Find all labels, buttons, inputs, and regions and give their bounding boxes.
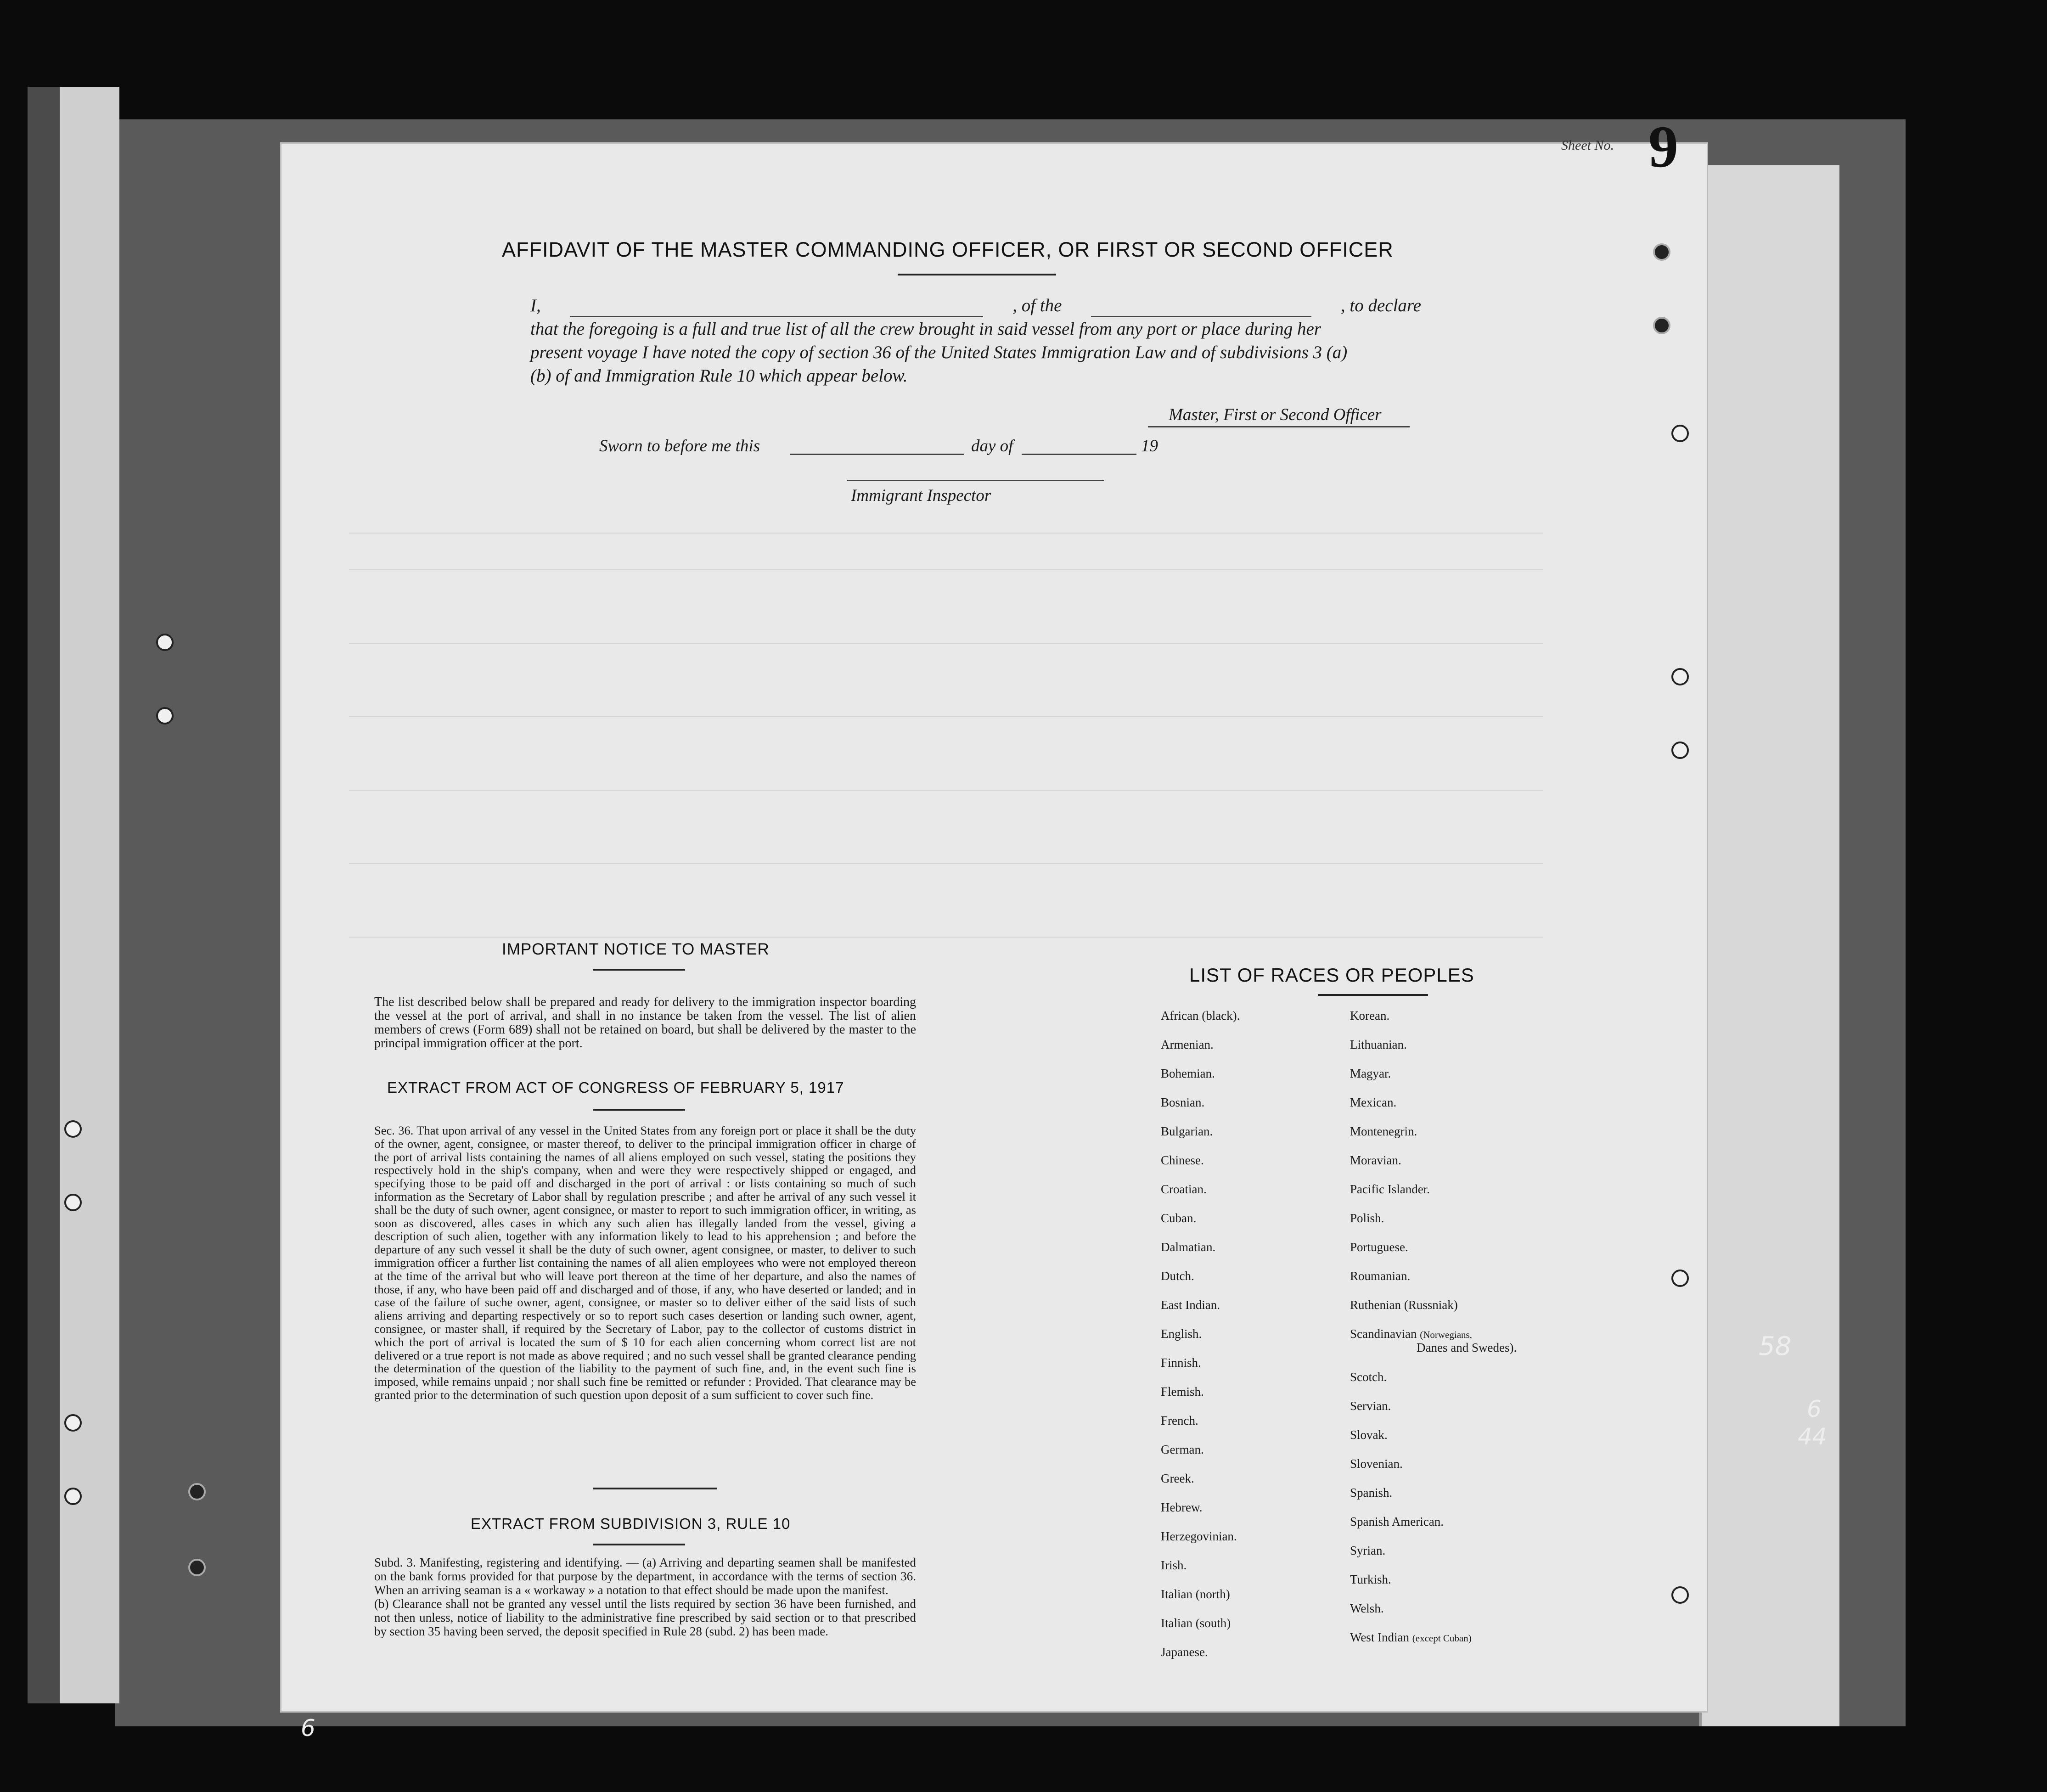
rule-divider [593,1488,717,1489]
race-name: Scandinavian [1350,1327,1417,1341]
race-item: Ruthenian (Russniak) [1350,1298,1458,1312]
act-underline [593,1109,685,1111]
race-item: Italian (north) [1161,1587,1230,1601]
rule-subd-a: Subd. 3. Manifesting, registering and identifying. — (a) Arriving and departing seamen shall be manifested on the bank forms provided for that purpose by the department, in accordance with the terms of section 36. When an arriving seaman is a « workaway » a notation to that effect should be made upon the manifest. [374,1556,916,1597]
sheet-number: 9 [1648,114,1678,180]
affidavit-of-the: , of the [1012,296,1062,315]
race-item: Scotch. [1350,1370,1387,1384]
race-item: Slovenian. [1350,1457,1403,1471]
affidavit-to-declare: , to declare [1340,296,1421,315]
rule-body [374,1556,916,1638]
race-item: Mexican. [1350,1095,1397,1109]
race-item: English. [1161,1327,1202,1341]
race-item: Polish. [1350,1211,1384,1225]
show-through-line [349,790,1543,791]
race-item: Greek. [1161,1472,1194,1485]
race-item: Bohemian. [1161,1067,1215,1080]
race-item: Irish. [1161,1558,1187,1572]
sworn-label: Sworn to before me this [599,437,760,455]
show-through-line [349,643,1543,644]
punch-hole [188,1559,206,1576]
vessel-blank [1091,294,1311,317]
punch-hole [1671,1270,1689,1287]
show-through-line [349,937,1543,938]
race-item: Cuban. [1161,1211,1197,1225]
punch-hole [1671,425,1689,442]
race-item: Bosnian. [1161,1095,1205,1109]
master-label: Master, First or Second Officer [1169,405,1382,424]
affidavit-line-2: that the foregoing is a full and true list of all the crew brought in said vessel from any port or place during her [530,319,1322,339]
act-title: EXTRACT FROM ACT OF CONGRESS OF FEBRUARY 5, 1917 [387,1079,844,1096]
race-note: Danes and Swedes). [1417,1341,1517,1354]
race-item: Croatian. [1161,1182,1207,1196]
race-item: French. [1161,1414,1198,1427]
races-underline [1318,994,1428,996]
binder-page-edges [60,87,119,1703]
race-item: Armenian. [1161,1038,1214,1051]
race-name: West Indian [1350,1630,1410,1644]
race-item: Magyar. [1350,1067,1391,1080]
punch-hole [1671,668,1689,685]
race-item: African (black). [1161,1009,1240,1022]
punch-hole [156,634,174,651]
handwritten-note: 58 [1759,1331,1792,1361]
race-item: Turkish. [1350,1573,1391,1586]
affidavit-text [530,294,1421,388]
show-through-line [349,716,1543,717]
punch-hole [188,1483,206,1500]
rule-title: EXTRACT FROM SUBDIVISION 3, RULE 10 [471,1515,791,1532]
notice-title: IMPORTANT NOTICE TO MASTER [502,940,770,958]
notice-underline [593,969,685,971]
race-item: Hebrew. [1161,1500,1203,1514]
day-of-label: day of [971,437,1013,455]
year-label: 19 [1141,437,1158,455]
affidavit-title: AFFIDAVIT OF THE MASTER COMMANDING OFFICER, OR FIRST OR SECOND OFFICER [502,238,1394,261]
race-item: Chinese. [1161,1153,1204,1167]
affidavit-i: I, [530,296,541,315]
race-item: German. [1161,1443,1204,1456]
race-item: Bulgarian. [1161,1124,1213,1138]
race-item [1350,1630,1472,1645]
month-blank [1022,454,1136,455]
act-body: Sec. 36. That upon arrival of any vessel in the United States from any foreign port or place it shall be the duty of the owner, agent, consignee, or master thereof, to deliver to the principal immigration officer in charge of the port of arrival lists containing the names of all aliens employed on such vessel, stating the positions they respectively hold in the ship's company, when and were they were respectively shipped or engaged, and specifying those to be paid off and discharged in the port of arrival : or lists containing so much of such information as the Secretary of Labor shall by regulation prescribe ; and after he arrival of any such vessel it shall be the duty of such owner, agent consignee, or master to report to such immigration officer, in writing, as soon as discovered, alles cases in which any such alien has illegally landed from the vessel, giving a description of such alien, together with any information likely to lead to his apprehension ; and before the departure of any such vessel it shall be the duty of such owner, agent consignee, or master, to deliver to such immigration officer a further list containing the names of all alien employees who were not employed thereon at the time of the arrival but who will leave port thereon at the time of her departure, and also the names of those, if any, who have been paid off and discharged and of those, if any, who have deserted or landed; and in case of the failure of suche owner, agent, consignee, or master so to deliver either of the said lists of such aliens arriving and departing respectively or so to report such cases desertion or landing such owner, agent, consignee, or master shall, if required by the Secretary of Labor, pay to the collector of customs district in which the port of arrival is located the sum of $ 10 for each alien concerning whom correct list are not delivered or a true report is not made as above required ; and no such vessel shall be granted clearance pending the determination of the question of the liability to the payment of such fine, and, in the event such fine is imposed, while remains unpaid ; nor shall such fine be remitted or refunder : Provided. That clearance may be granted prior to the determination of such question upon deposit of a sum sufficient to cover such fine. [374,1124,916,1402]
races-title: LIST OF RACES OR PEOPLES [1189,964,1474,986]
handwritten-note: 6 [301,1715,315,1741]
affidavit-line-4: (b) of and Immigration Rule 10 which appear below. [530,366,908,386]
rule-subd-b: (b) Clearance shall not be granted any vessel until the lists required by section 36 have been furnished, and not then unless, notice of liability to the administrative fine prescribed by said section or to that prescribed by section 35 having been served, the deposit specified in Rule 28 (subd. 2) has been made. [374,1597,916,1638]
punch-hole [1653,317,1670,334]
show-through-line [349,863,1543,864]
race-item [1350,1327,1472,1341]
sheet-label: Sheet No. [1561,138,1614,153]
race-item: Roumanian. [1350,1269,1411,1283]
title-underline [898,274,1056,275]
race-item: Servian. [1350,1399,1391,1413]
race-item: Dalmatian. [1161,1240,1216,1254]
notice-body: The list described below shall be prepared and ready for delivery to the immigration inspector boarding the vessel at the port of arrival, and shall in no instance be taken from the vessel. The list of alien members of crews (Form 689) shall not be retained on board, but shall be delivered by the master to the principal immigration officer at the port. [374,995,916,1050]
race-item: Moravian. [1350,1153,1401,1167]
race-note: (Norwegians, [1420,1329,1472,1340]
handwritten-note: 6 [1807,1396,1822,1422]
race-item: Syrian. [1350,1544,1386,1557]
race-item: Dutch. [1161,1269,1194,1283]
race-note: (except Cuban) [1412,1633,1472,1644]
punch-hole [64,1488,82,1505]
punch-hole [156,707,174,725]
handwritten-note: 44 [1798,1423,1827,1450]
name-blank [570,294,983,317]
race-item: Spanish. [1350,1486,1393,1500]
punch-hole [64,1120,82,1138]
punch-hole [1671,1586,1689,1604]
rule-underline [593,1544,685,1545]
punch-hole [64,1414,82,1432]
race-item: Montenegrin. [1350,1124,1417,1138]
race-item: Welsh. [1350,1601,1384,1615]
show-through-line [349,533,1543,534]
punch-hole [1671,742,1689,759]
race-item: Japanese. [1161,1645,1208,1659]
affidavit-line-3: present voyage I have noted the copy of section 36 of the United States Immigration Law and of subdivisions 3 (a) [530,343,1348,362]
race-item: Pacific Islander. [1350,1182,1430,1196]
master-signature-line [1148,426,1410,427]
race-item: Finnish. [1161,1356,1201,1370]
show-through-line [349,569,1543,570]
day-blank [790,454,964,455]
inspector-label: Immigrant Inspector [851,486,991,505]
race-item: Herzegovinian. [1161,1529,1237,1543]
underlying-sheet-edge [1699,165,1839,1726]
race-item: Korean. [1350,1009,1390,1022]
race-item: Flemish. [1161,1385,1204,1399]
race-item: Portuguese. [1350,1240,1408,1254]
affidavit-line-1 [530,294,1421,317]
race-item: Spanish American. [1350,1515,1444,1528]
inspector-signature-line [847,480,1104,481]
race-item: Italian (south) [1161,1616,1231,1630]
punch-hole [1653,243,1670,261]
punch-hole [64,1194,82,1211]
race-item: Slovak. [1350,1428,1388,1442]
race-item: Lithuanian. [1350,1038,1407,1051]
race-item: East Indian. [1161,1298,1220,1312]
